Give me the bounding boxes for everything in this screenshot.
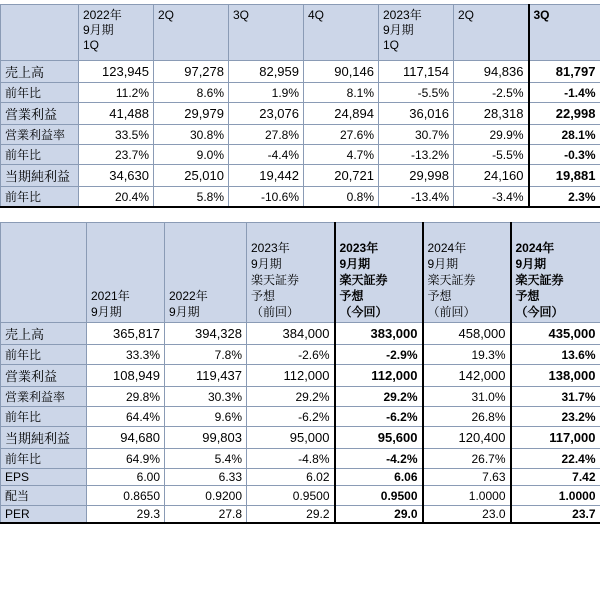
- table-cell: -2.6%: [247, 345, 335, 365]
- table-cell: 394,328: [165, 323, 247, 345]
- table-cell: 31.7%: [511, 387, 600, 407]
- table-cell: 123,945: [79, 61, 154, 83]
- row-label: 営業利益率: [1, 125, 79, 145]
- table-cell: 30.3%: [165, 387, 247, 407]
- column-header: 2Q: [154, 5, 229, 61]
- row-label: 前年比: [1, 145, 79, 165]
- table-row: [1, 103, 600, 125]
- table-cell: 33.5%: [79, 125, 154, 145]
- table-row: [1, 145, 600, 165]
- table-cell: 41,488: [79, 103, 154, 125]
- table-cell: -6.2%: [335, 407, 423, 427]
- table-corner-cell: [1, 5, 79, 61]
- table-cell: 0.8%: [304, 187, 379, 208]
- row-label: 配当: [1, 486, 87, 506]
- table-row: [1, 506, 600, 524]
- table-cell: 5.8%: [154, 187, 229, 208]
- row-label: 営業利益: [1, 365, 87, 387]
- table-row: [1, 187, 600, 208]
- row-label: 前年比: [1, 187, 79, 208]
- table-row: [1, 323, 600, 345]
- table-cell: 20,721: [304, 165, 379, 187]
- table-row: [1, 345, 600, 365]
- row-label: 当期純利益: [1, 165, 79, 187]
- table-cell: 6.02: [247, 469, 335, 486]
- column-header: 3Q: [529, 5, 600, 61]
- table-cell: 112,000: [247, 365, 335, 387]
- table-cell: 19,881: [529, 165, 600, 187]
- table-cell: 435,000: [511, 323, 600, 345]
- table-cell: 9.0%: [154, 145, 229, 165]
- row-label: 前年比: [1, 345, 87, 365]
- column-header: 2023年 9月期 1Q: [379, 5, 454, 61]
- column-header: 2022年 9月期: [165, 223, 247, 323]
- table-cell: 29.3: [87, 506, 165, 524]
- table-cell: 26.8%: [423, 407, 511, 427]
- table-row: [1, 387, 600, 407]
- table-cell: 117,154: [379, 61, 454, 83]
- financial-tables-page: [0, 4, 600, 524]
- table-cell: -13.2%: [379, 145, 454, 165]
- table-cell: 34,630: [79, 165, 154, 187]
- table-cell: 24,160: [454, 165, 529, 187]
- table-cell: 22,998: [529, 103, 600, 125]
- table-cell: 23.2%: [511, 407, 600, 427]
- table-cell: 112,000: [335, 365, 423, 387]
- table-cell: 117,000: [511, 427, 600, 449]
- column-header: 2024年 9月期 楽天証券 予想 （今回）: [511, 223, 600, 323]
- table-cell: 383,000: [335, 323, 423, 345]
- table-cell: 7.63: [423, 469, 511, 486]
- table-cell: 27.8: [165, 506, 247, 524]
- table-cell: 384,000: [247, 323, 335, 345]
- table-row: [1, 83, 600, 103]
- table-cell: 90,146: [304, 61, 379, 83]
- table-cell: 108,949: [87, 365, 165, 387]
- table-cell: 25,010: [154, 165, 229, 187]
- table-cell: -2.9%: [335, 345, 423, 365]
- column-header: 2024年 9月期 楽天証券 予想 （前回）: [423, 223, 511, 323]
- table-cell: 99,803: [165, 427, 247, 449]
- column-header: 2023年 9月期 楽天証券 予想 （前回）: [247, 223, 335, 323]
- table-cell: 20.4%: [79, 187, 154, 208]
- table-cell: 13.6%: [511, 345, 600, 365]
- table-header-row: [1, 5, 600, 61]
- table-cell: 1.0000: [511, 486, 600, 506]
- table-cell: -1.4%: [529, 83, 600, 103]
- table-cell: 4.7%: [304, 145, 379, 165]
- table-cell: 0.9500: [335, 486, 423, 506]
- table-cell: 142,000: [423, 365, 511, 387]
- row-label: 前年比: [1, 449, 87, 469]
- table-cell: -4.2%: [335, 449, 423, 469]
- table-cell: 30.8%: [154, 125, 229, 145]
- row-label: 営業利益率: [1, 387, 87, 407]
- table-cell: 30.7%: [379, 125, 454, 145]
- table-cell: 81,797: [529, 61, 600, 83]
- row-label: 営業利益: [1, 103, 79, 125]
- table-cell: 138,000: [511, 365, 600, 387]
- table-cell: 23.7%: [79, 145, 154, 165]
- row-label: 売上高: [1, 323, 87, 345]
- table-cell: -2.5%: [454, 83, 529, 103]
- table-cell: 9.6%: [165, 407, 247, 427]
- table-cell: 23,076: [229, 103, 304, 125]
- column-header: 4Q: [304, 5, 379, 61]
- table-cell: 0.9500: [247, 486, 335, 506]
- table-cell: 22.4%: [511, 449, 600, 469]
- table-cell: 97,278: [154, 61, 229, 83]
- table-header-row: [1, 223, 600, 323]
- table-cell: -4.8%: [247, 449, 335, 469]
- table-row: [1, 407, 600, 427]
- column-header: 3Q: [229, 5, 304, 61]
- table-cell: 7.42: [511, 469, 600, 486]
- table-row: [1, 125, 600, 145]
- table-cell: 29,998: [379, 165, 454, 187]
- table-cell: 8.6%: [154, 83, 229, 103]
- table-cell: 29.2%: [335, 387, 423, 407]
- table-cell: 7.8%: [165, 345, 247, 365]
- table-cell: 6.00: [87, 469, 165, 486]
- table-cell: 28,318: [454, 103, 529, 125]
- table-cell: 64.9%: [87, 449, 165, 469]
- table-cell: 29.2%: [247, 387, 335, 407]
- table-cell: -0.3%: [529, 145, 600, 165]
- table-cell: 36,016: [379, 103, 454, 125]
- table-cell: 23.0: [423, 506, 511, 524]
- table-cell: 24,894: [304, 103, 379, 125]
- table-cell: 1.9%: [229, 83, 304, 103]
- table-cell: 1.0000: [423, 486, 511, 506]
- table-row: [1, 469, 600, 486]
- row-label: 当期純利益: [1, 427, 87, 449]
- table-cell: 29.0: [335, 506, 423, 524]
- table-cell: 95,000: [247, 427, 335, 449]
- table-row: [1, 365, 600, 387]
- table-cell: 29.2: [247, 506, 335, 524]
- table-cell: -5.5%: [454, 145, 529, 165]
- table-cell: 64.4%: [87, 407, 165, 427]
- table-cell: 94,836: [454, 61, 529, 83]
- quarterly-results-table: [0, 4, 600, 208]
- table-cell: -13.4%: [379, 187, 454, 208]
- table-cell: 11.2%: [79, 83, 154, 103]
- table-cell: -5.5%: [379, 83, 454, 103]
- row-label: 前年比: [1, 407, 87, 427]
- table-cell: 94,680: [87, 427, 165, 449]
- table-cell: -3.4%: [454, 187, 529, 208]
- table-cell: 365,817: [87, 323, 165, 345]
- table-row: [1, 61, 600, 83]
- table-cell: 95,600: [335, 427, 423, 449]
- row-label: 売上高: [1, 61, 79, 83]
- table-cell: 8.1%: [304, 83, 379, 103]
- column-header: 2Q: [454, 5, 529, 61]
- table-cell: 23.7: [511, 506, 600, 524]
- row-label: PER: [1, 506, 87, 524]
- table-cell: 458,000: [423, 323, 511, 345]
- table-cell: 29.9%: [454, 125, 529, 145]
- table-corner-cell: [1, 223, 87, 323]
- table-row: [1, 165, 600, 187]
- table-cell: 33.3%: [87, 345, 165, 365]
- column-header: 2023年 9月期 楽天証券 予想 （今回）: [335, 223, 423, 323]
- table-cell: 27.6%: [304, 125, 379, 145]
- table-cell: 26.7%: [423, 449, 511, 469]
- table-cell: 120,400: [423, 427, 511, 449]
- column-header: 2021年 9月期: [87, 223, 165, 323]
- table-cell: 19.3%: [423, 345, 511, 365]
- table-cell: 0.9200: [165, 486, 247, 506]
- table-cell: -4.4%: [229, 145, 304, 165]
- table-cell: 6.06: [335, 469, 423, 486]
- table-cell: 29.8%: [87, 387, 165, 407]
- table-cell: 0.8650: [87, 486, 165, 506]
- table-cell: 31.0%: [423, 387, 511, 407]
- table-cell: 6.33: [165, 469, 247, 486]
- annual-forecast-table: [0, 222, 600, 524]
- table-row: [1, 486, 600, 506]
- table-cell: 19,442: [229, 165, 304, 187]
- row-label: EPS: [1, 469, 87, 486]
- table-cell: 119,437: [165, 365, 247, 387]
- table-cell: 82,959: [229, 61, 304, 83]
- table-cell: 28.1%: [529, 125, 600, 145]
- column-header: 2022年 9月期 1Q: [79, 5, 154, 61]
- table-cell: 5.4%: [165, 449, 247, 469]
- table-cell: -6.2%: [247, 407, 335, 427]
- row-label: 前年比: [1, 83, 79, 103]
- table-cell: 29,979: [154, 103, 229, 125]
- table-cell: 27.8%: [229, 125, 304, 145]
- table-row: [1, 427, 600, 449]
- table-cell: -10.6%: [229, 187, 304, 208]
- table-row: [1, 449, 600, 469]
- table-cell: 2.3%: [529, 187, 600, 208]
